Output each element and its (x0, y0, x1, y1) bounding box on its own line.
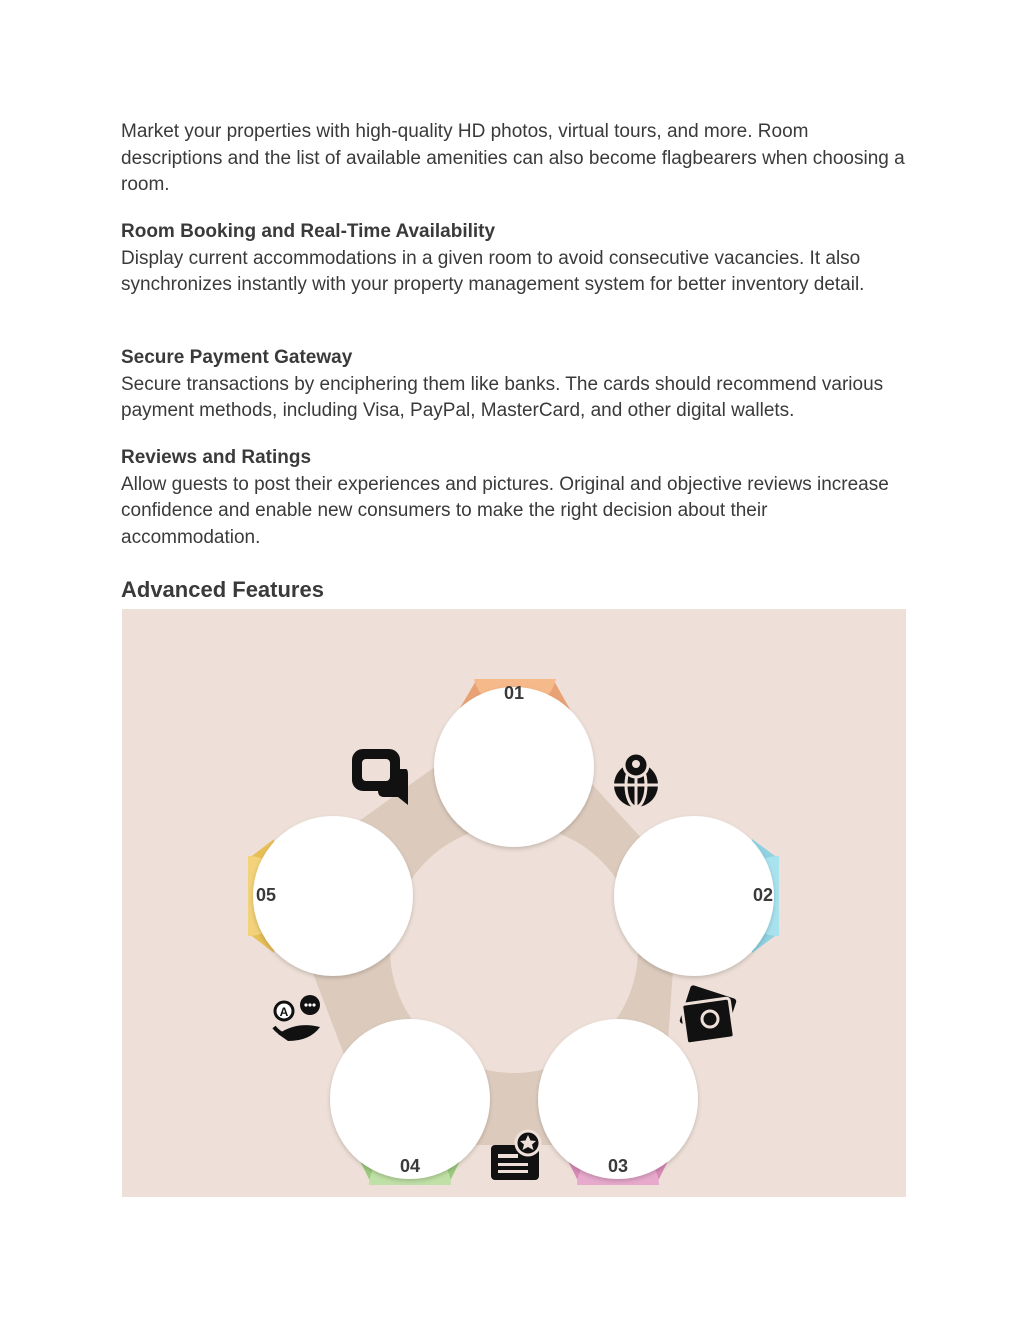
section-body: Secure transactions by enciphering them like banks. The cards should recommend various payment methods, including Visa, PayPal, MasterCard, and other digital wallets. (121, 373, 884, 421)
section-secure-payment (121, 345, 911, 425)
section-title: Secure Payment Gateway (121, 347, 353, 368)
intro-paragraph: Market your properties with high-quality HD photos, virtual tours, and more. Room descriptions and the list of available amenities can also become flagbearers when choosing a room. (121, 121, 905, 195)
step-02-number: 02 (752, 885, 774, 905)
svg-text:A: A (279, 1005, 289, 1019)
section-room-booking (121, 219, 911, 299)
advanced-features-heading: Advanced Features (121, 577, 324, 602)
globe-pin-icon (614, 753, 658, 807)
step-04-number: 04 (399, 1156, 421, 1176)
step-03-number: 03 (607, 1156, 629, 1176)
section-title: Room Booking and Real-Time Availability (121, 221, 496, 242)
chat-bubbles-icon (355, 752, 408, 805)
section-body: Display current accommodations in a given room to avoid consecutive vacancies. It also synchronizes instantly with your property management system for better inventory detail. (121, 247, 865, 295)
step-01-badge (434, 679, 594, 847)
section-body: Allow guests to post their experiences and pictures. Original and objective reviews increase confidence and enable new consumers to make the right decision about their accommodation. (121, 473, 889, 548)
advanced-features-infographic (122, 609, 906, 1197)
section-title: Reviews and Ratings (121, 447, 312, 468)
step-05-number: 05 (255, 885, 277, 905)
language-chat-icon (274, 995, 320, 1041)
tickets-icon (679, 985, 737, 1045)
step-01-number: 01 (503, 683, 525, 703)
section-reviews-ratings (121, 445, 911, 551)
